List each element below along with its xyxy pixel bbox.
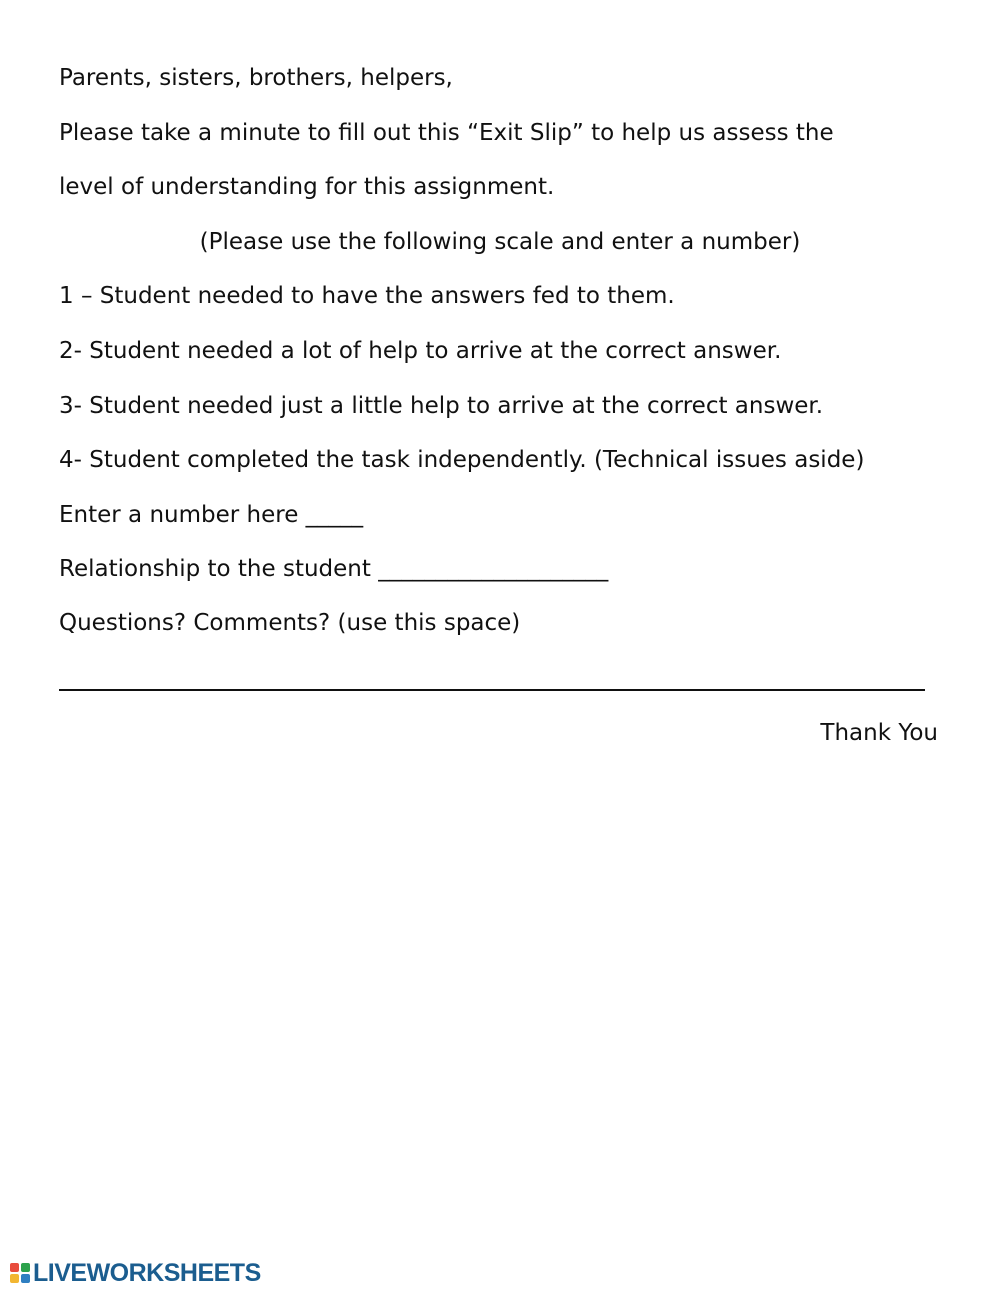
- logo-block-yellow: [10, 1274, 19, 1283]
- scale-item-4: 4- Student completed the task independently. (Technical issues aside): [59, 447, 865, 473]
- closing-text: Thank You: [820, 720, 938, 746]
- intro-line-1: Please take a minute to fill out this “Exit Slip” to help us assess the: [59, 120, 834, 146]
- comments-prompt: Questions? Comments? (use this space): [59, 610, 521, 636]
- scale-instruction: (Please use the following scale and enter a number): [199, 229, 801, 255]
- logo-block-green: [21, 1263, 30, 1272]
- greeting-text: Parents, sisters, brothers, helpers,: [59, 65, 453, 91]
- scale-item-3: 3- Student needed just a little help to arrive at the correct answer.: [59, 393, 824, 419]
- logo-text: LIVEWORKSHEETS: [33, 1258, 261, 1287]
- relationship-prompt[interactable]: Relationship to the student ____________________: [59, 556, 609, 582]
- scale-item-2: 2- Student needed a lot of help to arrive at the correct answer.: [59, 338, 782, 364]
- logo-block-blue: [21, 1274, 30, 1283]
- scale-item-1: 1 – Student needed to have the answers fed to them.: [59, 283, 675, 309]
- logo-blocks-icon: [10, 1263, 30, 1283]
- intro-line-2: level of understanding for this assignment.: [59, 174, 555, 200]
- liveworksheets-logo: [10, 1259, 261, 1287]
- number-entry-prompt[interactable]: Enter a number here _____: [59, 502, 364, 528]
- comments-answer-line[interactable]: [59, 689, 925, 691]
- logo-block-red: [10, 1263, 19, 1272]
